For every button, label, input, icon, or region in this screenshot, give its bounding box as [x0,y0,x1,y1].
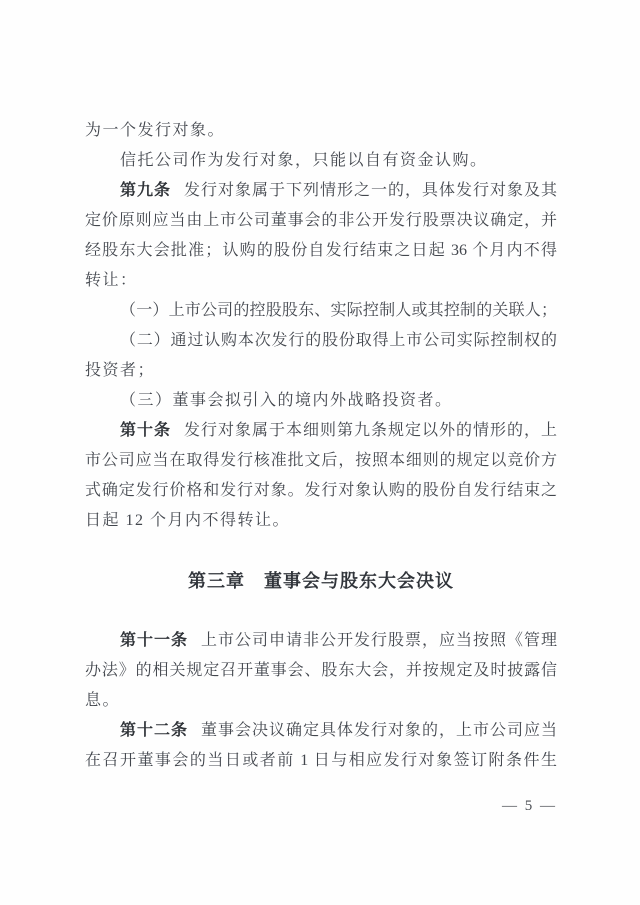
text-line [85,236,557,266]
line-text: 式确定发行价格和发行对象。发行对象认购的股份自发行结束之 [85,482,557,499]
text-line [85,416,557,446]
text-column [85,116,557,776]
line-text: 发行对象属于本细则第九条规定以外的情形的，上 [184,422,557,439]
line-text: （二）通过认购本次发行的股份取得上市公司实际控制权的 [120,332,557,349]
line-text: 市公司应当在取得发行核准批文后，按照本细则的规定以竞价方 [85,452,557,469]
text-line [85,506,557,536]
text-line [85,356,557,386]
text-line [85,146,557,176]
line-text: 投资者； [85,362,156,379]
line-text: 息。 [85,692,121,709]
text-line [85,386,557,416]
text-line [85,266,557,296]
chapter-heading [85,566,557,596]
text-line [85,686,557,716]
text-line [85,176,557,206]
line-text: 信托公司作为发行对象，只能以自有资金认购。 [120,152,488,169]
spacer-line [85,596,557,626]
line-text: 日起 12 个月内不得转让。 [85,512,291,529]
text-line [85,116,557,146]
page-number: — 5 — [502,798,557,814]
line-text: 董事会决议确定具体发行对象的，上市公司应当 [201,722,557,739]
text-line [85,716,557,746]
line-text: 在召开董事会的当日或者前 1 日与相应发行对象签订附条件生 [85,752,557,769]
text-line [85,656,557,686]
text-line [85,446,557,476]
line-text: 定价原则应当由上市公司董事会的非公开发行股票决议确定，并 [85,212,557,229]
line-text: 为一个发行对象。 [85,122,226,139]
text-line [85,626,557,656]
article-number: 第十一条 [120,632,188,649]
line-text: 办法》的相关规定召开董事会、股东大会，并按规定及时披露信 [85,662,557,679]
line-text: 经股东大会批准；认购的股份自发行结束之日起 36 个月内不得 [85,242,557,259]
text-line [85,476,557,506]
spacer-line [85,536,557,566]
line-text: 上市公司申请非公开发行股票，应当按照《管理 [201,632,557,649]
text-line [85,326,557,356]
text-line [85,206,557,236]
text-line [85,746,557,776]
article-number: 第九条 [120,182,171,199]
article-number: 第十二条 [120,722,188,739]
line-text: （一）上市公司的控股股东、实际控制人或其控制的关联人； [120,302,557,319]
line-text: （三）董事会拟引入的境内外战略投资者。 [120,392,453,409]
line-text: 第三章 董事会与股东大会决议 [188,571,454,591]
text-line [85,296,557,326]
line-text: 发行对象属于下列情形之一的，具体发行对象及其 [184,182,557,199]
article-number: 第十条 [120,422,171,439]
line-text: 转让： [85,272,138,289]
